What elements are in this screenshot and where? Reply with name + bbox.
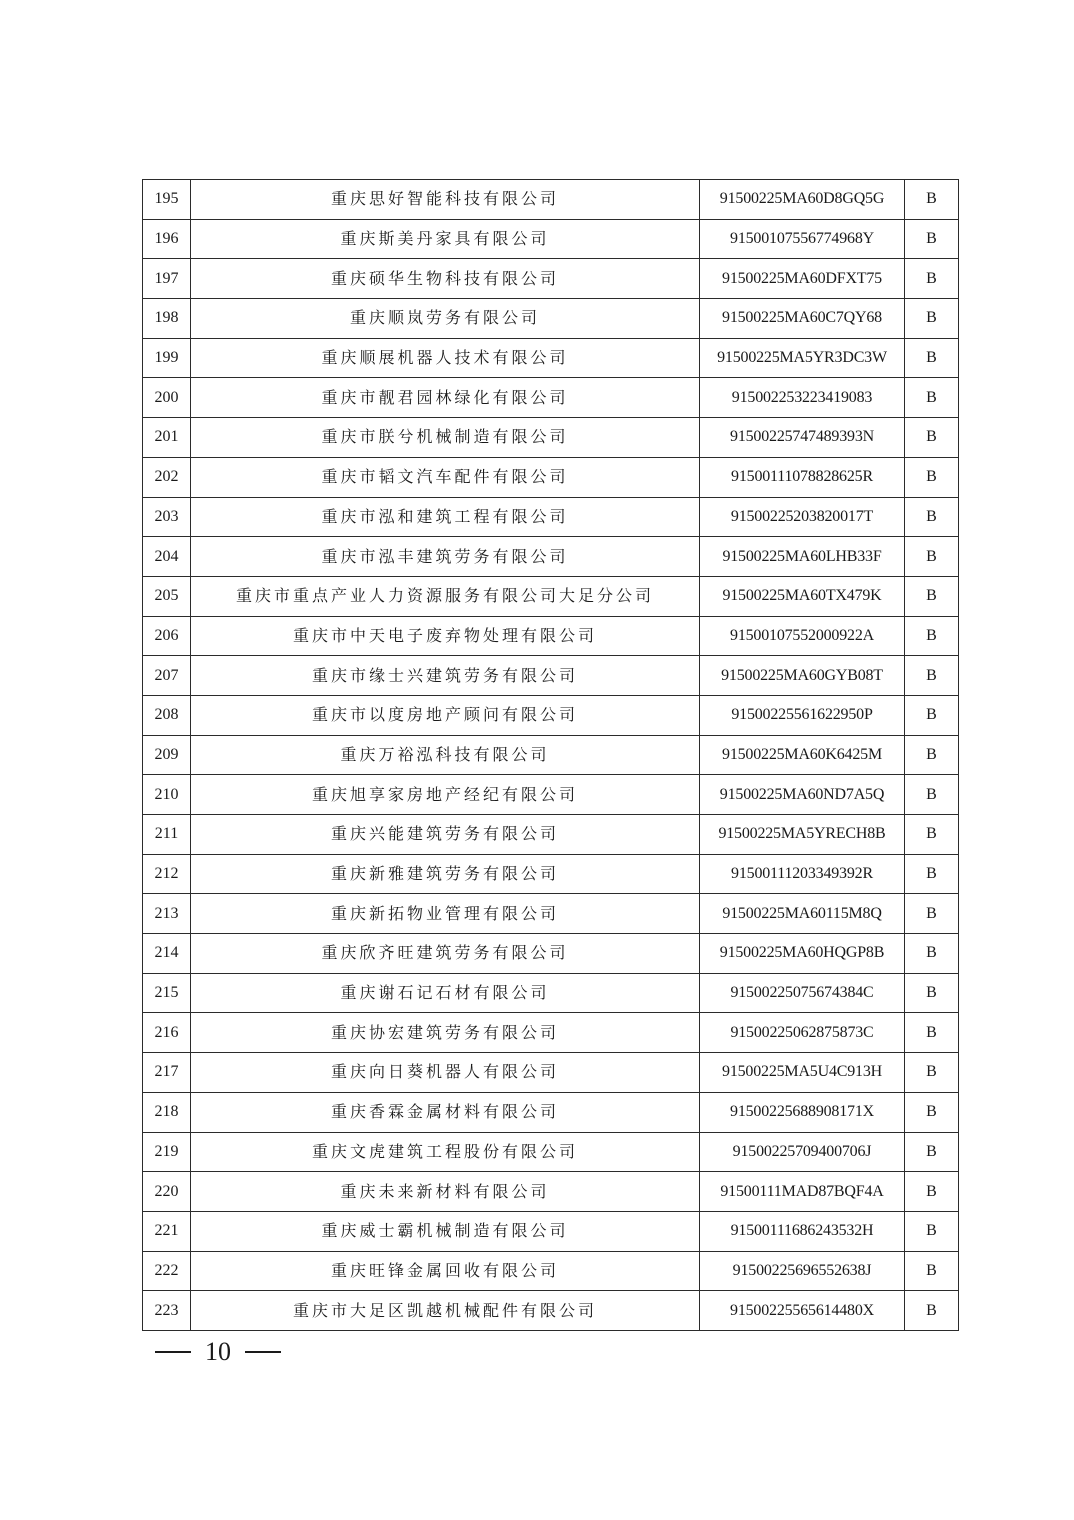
row-number: 220 [143,1172,191,1212]
credit-grade: B [905,1132,959,1172]
credit-grade: B [905,259,959,299]
credit-grade: B [905,934,959,974]
company-name: 重庆市缘士兴建筑劳务有限公司 [191,656,700,696]
table-row [143,616,959,656]
table-row [143,854,959,894]
company-name: 重庆市大足区凯越机械配件有限公司 [191,1291,700,1331]
row-number: 203 [143,497,191,537]
row-number: 200 [143,378,191,418]
company-name: 重庆旺锋金属回收有限公司 [191,1251,700,1291]
company-name: 重庆顺岚劳务有限公司 [191,299,700,339]
credit-code: 91500225696552638J [700,1251,905,1291]
credit-grade: B [905,815,959,855]
table-row [143,418,959,458]
company-name: 重庆谢石记石材有限公司 [191,973,700,1013]
credit-grade: B [905,378,959,418]
credit-grade: B [905,1211,959,1251]
table-row [143,576,959,616]
credit-code: 91500111203349392R [700,854,905,894]
credit-grade: B [905,418,959,458]
credit-grade: B [905,219,959,259]
credit-code: 91500225MA5YRECH8B [700,815,905,855]
credit-grade: B [905,1251,959,1291]
table-row [143,219,959,259]
row-number: 223 [143,1291,191,1331]
credit-code: 91500225MA60TX479K [700,576,905,616]
credit-grade: B [905,299,959,339]
credit-grade: B [905,338,959,378]
row-number: 208 [143,695,191,735]
table-row [143,1013,959,1053]
credit-code: 91500225747489393N [700,418,905,458]
company-name: 重庆协宏建筑劳务有限公司 [191,1013,700,1053]
row-number: 222 [143,1251,191,1291]
table-row [143,1092,959,1132]
row-number: 209 [143,735,191,775]
credit-code: 91500225MA60D8GQ5G [700,180,905,220]
row-number: 206 [143,616,191,656]
credit-code: 91500225MA60DFXT75 [700,259,905,299]
table-row [143,695,959,735]
table-row [143,457,959,497]
row-number: 211 [143,815,191,855]
company-name: 重庆顺展机器人技术有限公司 [191,338,700,378]
row-number: 216 [143,1013,191,1053]
row-number: 201 [143,418,191,458]
credit-code: 91500225062875873C [700,1013,905,1053]
table-row [143,973,959,1013]
table-row [143,656,959,696]
credit-code: 91500225075674384C [700,973,905,1013]
credit-code: 91500225688908171X [700,1092,905,1132]
credit-grade: B [905,695,959,735]
page-number [155,1334,281,1370]
company-name: 重庆市韬文汽车配件有限公司 [191,457,700,497]
page-number-text: 10 [205,1337,231,1366]
credit-grade: B [905,973,959,1013]
left-dash [155,1351,191,1353]
credit-grade: B [905,616,959,656]
credit-code: 91500225565614480X [700,1291,905,1331]
company-name: 重庆市朕兮机械制造有限公司 [191,418,700,458]
row-number: 198 [143,299,191,339]
row-number: 214 [143,934,191,974]
table-row [143,1053,959,1093]
credit-code: 91500225MA5U4C913H [700,1053,905,1093]
row-number: 196 [143,219,191,259]
table-row [143,1132,959,1172]
company-name: 重庆市泓和建筑工程有限公司 [191,497,700,537]
row-number: 218 [143,1092,191,1132]
credit-grade: B [905,537,959,577]
credit-grade: B [905,1291,959,1331]
row-number: 197 [143,259,191,299]
credit-grade: B [905,576,959,616]
credit-grade: B [905,457,959,497]
credit-code: 91500225MA60GYB08T [700,656,905,696]
credit-code: 91500107556774968Y [700,219,905,259]
table-row [143,378,959,418]
company-name: 重庆威士霸机械制造有限公司 [191,1211,700,1251]
credit-code: 91500225MA60LHB33F [700,537,905,577]
credit-grade: B [905,854,959,894]
credit-grade: B [905,735,959,775]
table-row [143,934,959,974]
table-row [143,735,959,775]
credit-code: 91500111078828625R [700,457,905,497]
row-number: 210 [143,775,191,815]
table-body [143,180,959,1331]
credit-grade: B [905,1053,959,1093]
credit-code: 91500225MA60K6425M [700,735,905,775]
credit-code: 91500225203820017T [700,497,905,537]
row-number: 221 [143,1211,191,1251]
credit-grade: B [905,1092,959,1132]
company-name: 重庆市重点产业人力资源服务有限公司大足分公司 [191,576,700,616]
credit-code: 91500225MA60HQGP8B [700,934,905,974]
table-row [143,1172,959,1212]
table-row [143,1291,959,1331]
credit-code: 91500225561622950P [700,695,905,735]
company-name: 重庆思好智能科技有限公司 [191,180,700,220]
credit-code: 91500107552000922A [700,616,905,656]
table-row [143,259,959,299]
table-row [143,497,959,537]
company-name: 重庆香霖金属材料有限公司 [191,1092,700,1132]
company-name: 重庆硕华生物科技有限公司 [191,259,700,299]
row-number: 202 [143,457,191,497]
company-name: 重庆旭享家房地产经纪有限公司 [191,775,700,815]
table-row [143,775,959,815]
credit-code: 91500225MA5YR3DC3W [700,338,905,378]
row-number: 204 [143,537,191,577]
company-name: 重庆兴能建筑劳务有限公司 [191,815,700,855]
table-row [143,338,959,378]
table-row [143,537,959,577]
row-number: 195 [143,180,191,220]
table-row [143,180,959,220]
company-name: 重庆向日葵机器人有限公司 [191,1053,700,1093]
company-name: 重庆未来新材料有限公司 [191,1172,700,1212]
credit-code: 91500111686243532H [700,1211,905,1251]
row-number: 217 [143,1053,191,1093]
row-number: 205 [143,576,191,616]
company-name: 重庆市靓君园林绿化有限公司 [191,378,700,418]
table-row [143,1251,959,1291]
company-name: 重庆文虎建筑工程股份有限公司 [191,1132,700,1172]
credit-grade: B [905,497,959,537]
company-name: 重庆斯美丹家具有限公司 [191,219,700,259]
company-name: 重庆市以度房地产顾问有限公司 [191,695,700,735]
company-credit-table [142,179,959,1331]
right-dash [245,1351,281,1353]
company-name: 重庆万裕泓科技有限公司 [191,735,700,775]
table-row [143,1211,959,1251]
table-row [143,299,959,339]
row-number: 207 [143,656,191,696]
company-name: 重庆新拓物业管理有限公司 [191,894,700,934]
credit-grade: B [905,656,959,696]
row-number: 212 [143,854,191,894]
credit-code: 91500225MA60C7QY68 [700,299,905,339]
credit-code: 91500225MA60ND7A5Q [700,775,905,815]
row-number: 213 [143,894,191,934]
credit-code: 915002253223419083 [700,378,905,418]
company-name: 重庆欣齐旺建筑劳务有限公司 [191,934,700,974]
credit-code: 91500225MA60115M8Q [700,894,905,934]
credit-code: 91500225709400706J [700,1132,905,1172]
table-row [143,894,959,934]
company-name: 重庆市中天电子废弃物处理有限公司 [191,616,700,656]
row-number: 199 [143,338,191,378]
credit-code: 91500111MAD87BQF4A [700,1172,905,1212]
table-row [143,815,959,855]
company-name: 重庆市泓丰建筑劳务有限公司 [191,537,700,577]
row-number: 219 [143,1132,191,1172]
credit-grade: B [905,180,959,220]
credit-grade: B [905,775,959,815]
credit-grade: B [905,1013,959,1053]
company-name: 重庆新雅建筑劳务有限公司 [191,854,700,894]
row-number: 215 [143,973,191,1013]
credit-grade: B [905,1172,959,1212]
credit-grade: B [905,894,959,934]
